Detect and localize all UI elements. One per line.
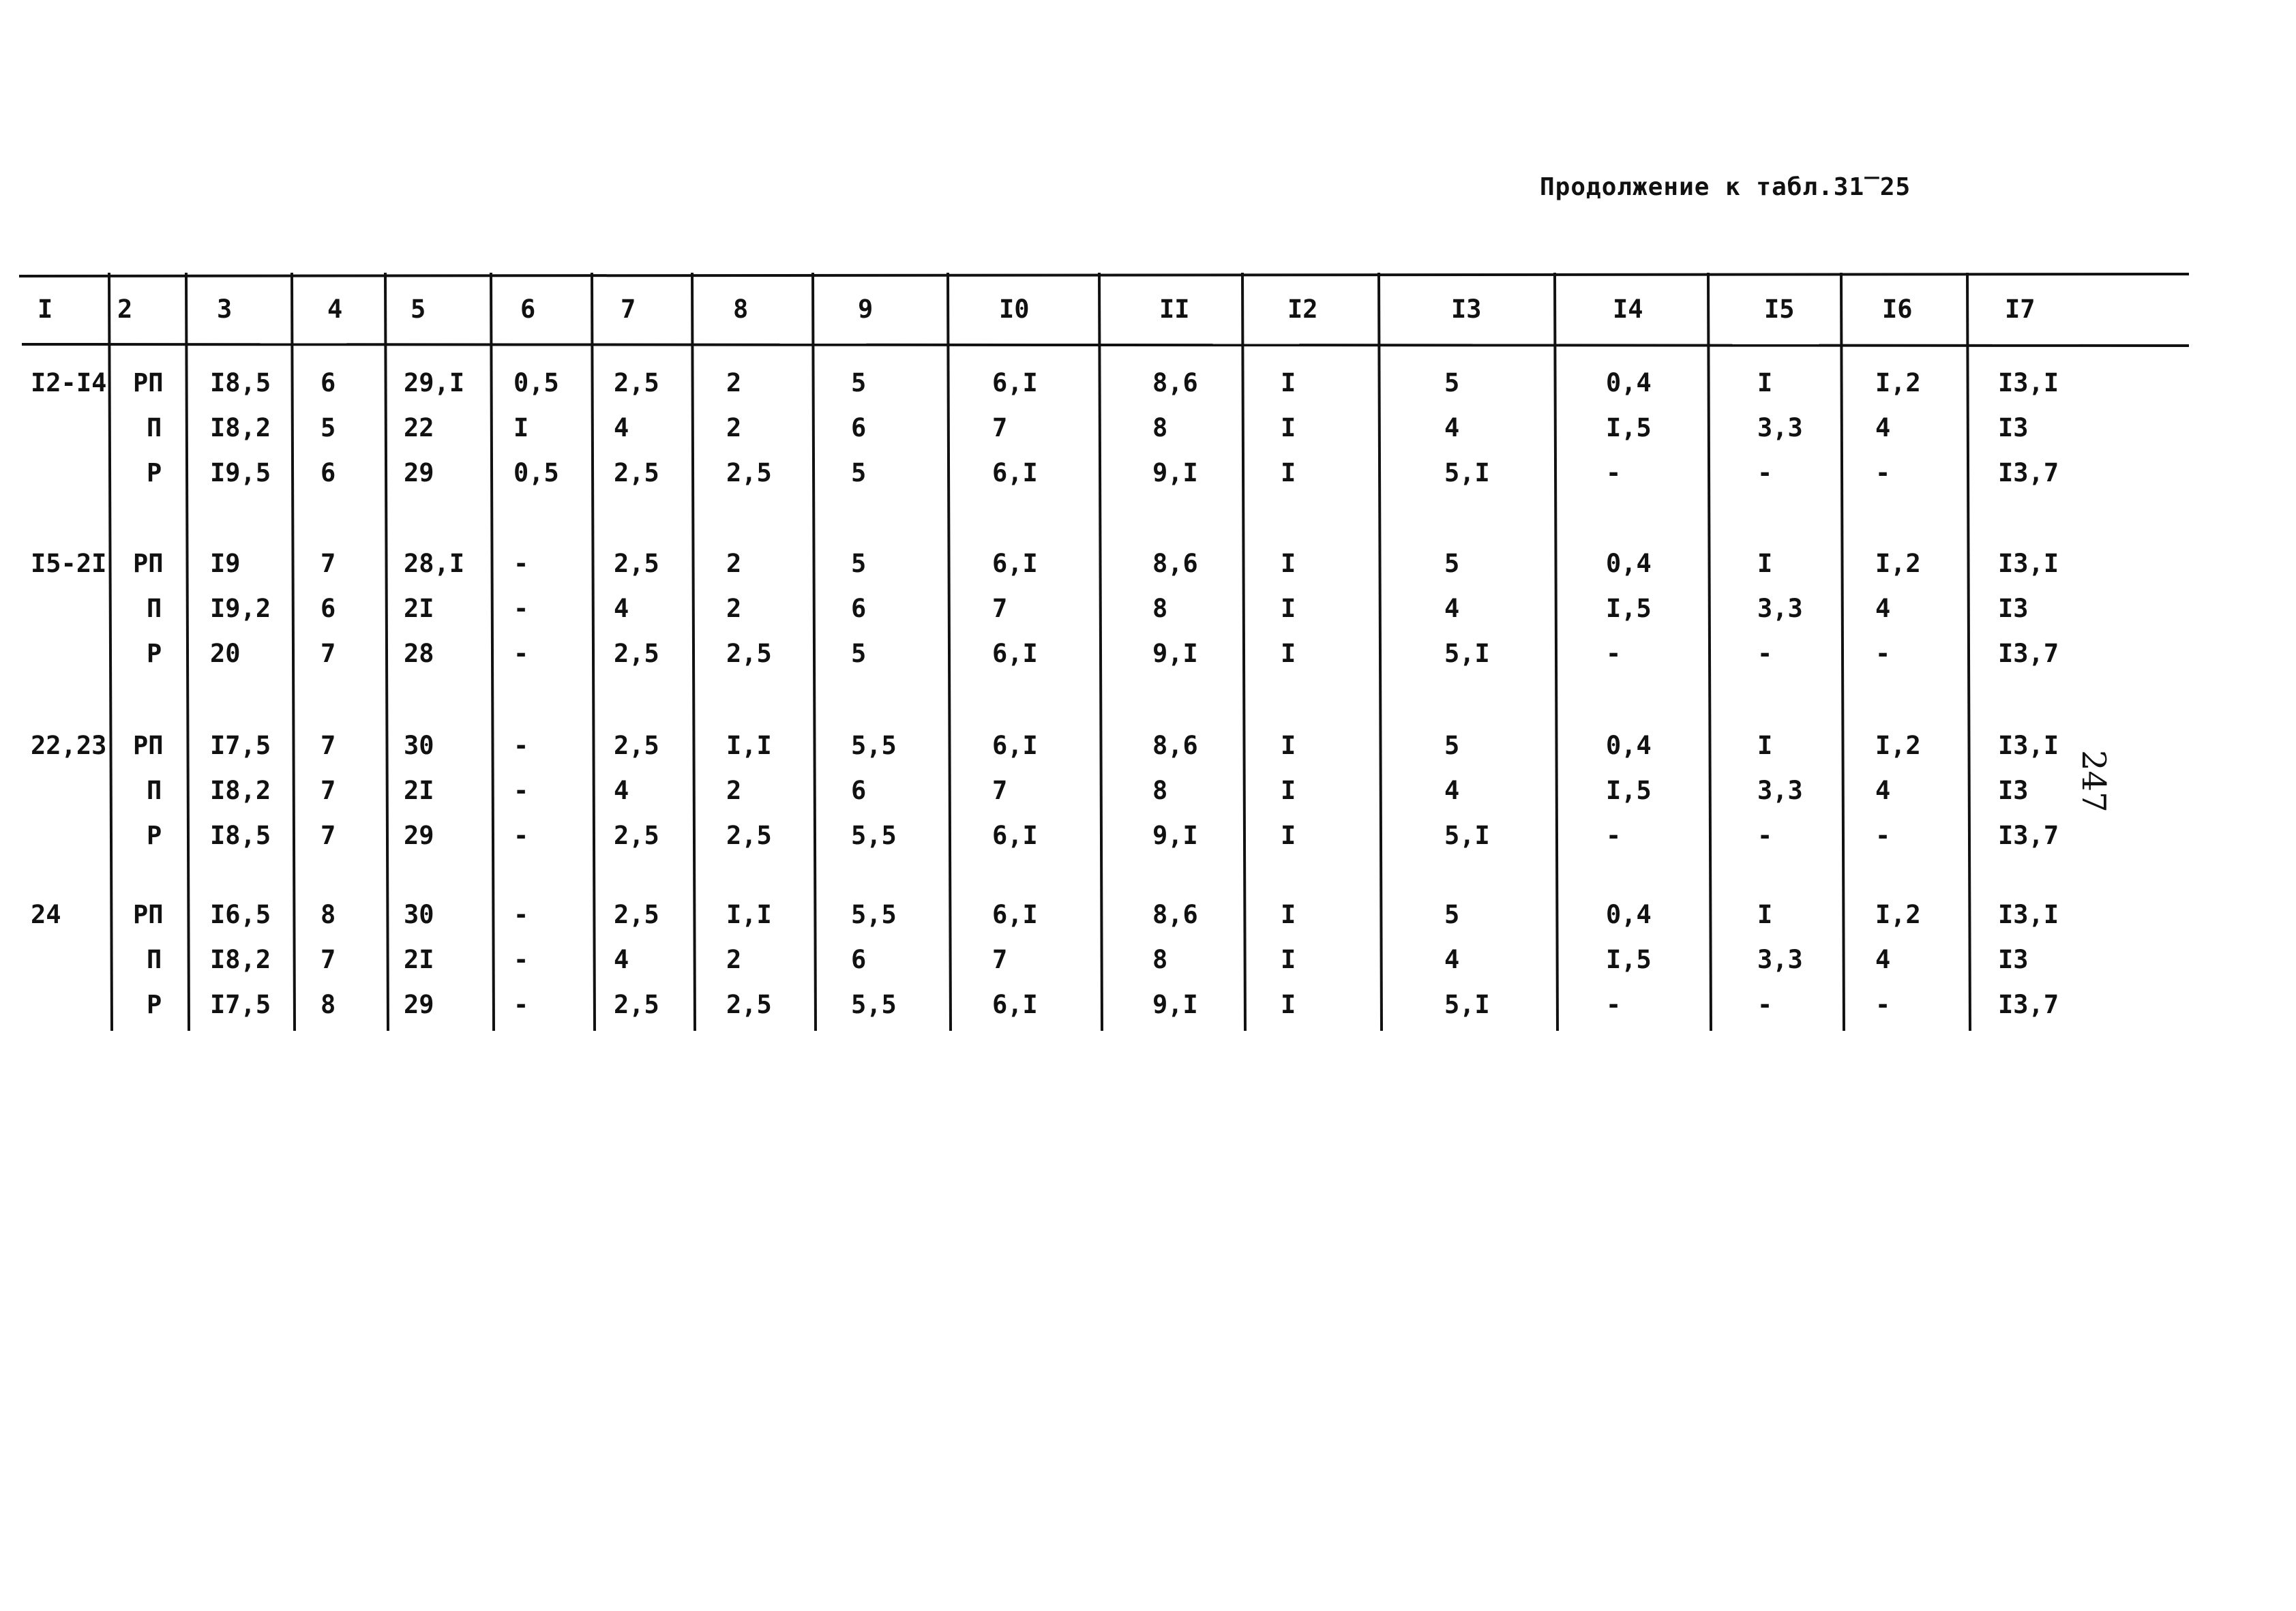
- table-cell: I3,7: [1998, 458, 2059, 487]
- table-cell: 4: [614, 945, 629, 974]
- table-cell: I: [1281, 594, 1296, 623]
- table-cell: П: [147, 413, 162, 442]
- table-cell: 0,5: [513, 458, 559, 487]
- table-cell: I3,7: [1998, 639, 2059, 668]
- table-cell: 6: [320, 458, 336, 487]
- table-cell: 4: [1444, 776, 1460, 805]
- column-header: 3: [217, 295, 233, 324]
- table-cell: 2,5: [726, 821, 772, 850]
- page-number: 247: [2074, 750, 2113, 813]
- column-divider: [1967, 273, 1970, 1031]
- table-cell: I: [1757, 731, 1773, 760]
- table-cell: I3,I: [1998, 549, 2059, 578]
- table-cell: I,5: [1606, 594, 1652, 623]
- table-cell: I,5: [1606, 413, 1652, 442]
- table-cell: 6,I: [992, 990, 1038, 1019]
- group-label: 22,23: [31, 731, 107, 760]
- table-cell: 2: [726, 776, 742, 805]
- table-cell: -: [513, 900, 529, 929]
- column-divider: [385, 273, 388, 1031]
- column-header: 6: [520, 295, 536, 324]
- table-cell: -: [513, 945, 529, 974]
- table-cell: 29: [404, 458, 434, 487]
- column-divider: [109, 273, 112, 1031]
- column-divider: [1555, 273, 1557, 1031]
- table-cell: 4: [1444, 945, 1460, 974]
- table-cell: 6: [320, 594, 336, 623]
- table-cell: 28,I: [404, 549, 465, 578]
- column-header: I3: [1451, 295, 1482, 324]
- table-cell: 5: [1444, 549, 1460, 578]
- table-cell: Р: [147, 821, 162, 850]
- table-cell: 2,5: [614, 549, 659, 578]
- table-cell: 8: [320, 900, 336, 929]
- table-cell: I,I: [726, 900, 772, 929]
- table-cell: I: [1281, 731, 1296, 760]
- table-cell: 4: [1875, 413, 1891, 442]
- column-divider: [1708, 273, 1711, 1031]
- column-header: I4: [1613, 295, 1643, 324]
- table-cell: 7: [320, 731, 336, 760]
- table-cell: 4: [614, 413, 629, 442]
- table-cell: I: [1281, 368, 1296, 397]
- table-cell: 7: [320, 639, 336, 668]
- table-cell: I3,I: [1998, 900, 2059, 929]
- column-header: 2: [117, 295, 133, 324]
- table-cell: 2,5: [726, 990, 772, 1019]
- table-cell: -: [513, 549, 529, 578]
- table-cell: 6,I: [992, 731, 1038, 760]
- group-label: I5-2I: [31, 549, 107, 578]
- table-cell: I,5: [1606, 776, 1652, 805]
- table-cell: 3,3: [1757, 413, 1803, 442]
- table-cell: 9,I: [1152, 639, 1198, 668]
- table-cell: 6,I: [992, 368, 1038, 397]
- table-cell: 2,5: [726, 639, 772, 668]
- table-cell: 2I: [404, 945, 434, 974]
- table-cell: 2I: [404, 776, 434, 805]
- table-cell: I7,5: [210, 990, 271, 1019]
- table-cell: 6: [851, 776, 867, 805]
- table-cell: 5,I: [1444, 990, 1490, 1019]
- table-cell: 5: [320, 413, 336, 442]
- table-cell: 8: [1152, 413, 1168, 442]
- table-cell: 7: [320, 549, 336, 578]
- table-cell: 5: [1444, 900, 1460, 929]
- table-cell: 2: [726, 368, 742, 397]
- table-cell: 4: [1444, 413, 1460, 442]
- table-cell: 2,5: [614, 731, 659, 760]
- table-cell: 7: [992, 945, 1008, 974]
- table-cell: I: [1757, 549, 1773, 578]
- table-cell: 8: [1152, 945, 1168, 974]
- column-divider: [813, 273, 816, 1031]
- table-cell: РП: [133, 549, 164, 578]
- column-header: I7: [2005, 295, 2036, 324]
- table-cell: 0,4: [1606, 549, 1652, 578]
- table-cell: 9,I: [1152, 990, 1198, 1019]
- table-cell: 6: [851, 413, 867, 442]
- table-cell: I,I: [726, 731, 772, 760]
- table-cell: I: [1281, 821, 1296, 850]
- table-cell: I6,5: [210, 900, 271, 929]
- table-cell: I9,2: [210, 594, 271, 623]
- table-cell: П: [147, 776, 162, 805]
- table-cell: 30: [404, 900, 434, 929]
- table-cell: I: [1281, 776, 1296, 805]
- table-cell: 0,4: [1606, 368, 1652, 397]
- table-cell: -: [513, 776, 529, 805]
- table-cell: 20: [210, 639, 241, 668]
- table-cell: 22: [404, 413, 434, 442]
- table-cell: I,5: [1606, 945, 1652, 974]
- table-cell: 5,5: [851, 900, 897, 929]
- table-cell: I8,2: [210, 945, 271, 974]
- table-cell: 5: [1444, 731, 1460, 760]
- table-cell: 4: [614, 594, 629, 623]
- table-cell: I: [1281, 458, 1296, 487]
- table-cell: 28: [404, 639, 434, 668]
- column-header: 4: [327, 295, 343, 324]
- table-cell: I3: [1998, 594, 2029, 623]
- table-cell: I: [1757, 900, 1773, 929]
- table-cell: I: [1281, 413, 1296, 442]
- table-cell: 8,6: [1152, 900, 1198, 929]
- table-cell: 5: [851, 549, 867, 578]
- table-cell: 2,5: [614, 639, 659, 668]
- table-cell: I7,5: [210, 731, 271, 760]
- table-cell: 7: [992, 776, 1008, 805]
- table-cell: -: [513, 731, 529, 760]
- table-cell: П: [147, 594, 162, 623]
- table-cell: I9,5: [210, 458, 271, 487]
- table-cell: -: [1757, 639, 1773, 668]
- table-cell: -: [1757, 990, 1773, 1019]
- table-cell: 5: [851, 368, 867, 397]
- table-cell: 5,I: [1444, 821, 1490, 850]
- table-cell: 5: [851, 458, 867, 487]
- table-cell: 6,I: [992, 900, 1038, 929]
- table-cell: I: [1757, 368, 1773, 397]
- table-cell: Р: [147, 458, 162, 487]
- table-cell: -: [1606, 458, 1622, 487]
- table-cell: I3: [1998, 776, 2029, 805]
- table-cell: 5,5: [851, 731, 897, 760]
- table-cell: -: [1606, 990, 1622, 1019]
- table-caption: Продолжение к табл.31‾25: [1540, 173, 1911, 201]
- table-cell: Р: [147, 990, 162, 1019]
- table-cell: 29: [404, 990, 434, 1019]
- table-cell: I3,I: [1998, 731, 2059, 760]
- table-cell: 2: [726, 594, 742, 623]
- table-cell: I8,5: [210, 368, 271, 397]
- column-divider: [1099, 273, 1102, 1031]
- table-cell: 29,I: [404, 368, 465, 397]
- table-cell: РП: [133, 368, 164, 397]
- table-cell: 9,I: [1152, 821, 1198, 850]
- column-header: 8: [733, 295, 749, 324]
- table-cell: -: [1875, 458, 1891, 487]
- column-header: 5: [411, 295, 426, 324]
- table-cell: 6,I: [992, 639, 1038, 668]
- column-divider: [292, 273, 295, 1031]
- table-cell: -: [1757, 821, 1773, 850]
- table-cell: 2,5: [726, 458, 772, 487]
- table-cell: I,2: [1875, 900, 1921, 929]
- column-header: I6: [1882, 295, 1913, 324]
- table-cell: I,2: [1875, 731, 1921, 760]
- table-cell: 3,3: [1757, 776, 1803, 805]
- table-cell: -: [1606, 639, 1622, 668]
- table-cell: 6: [320, 368, 336, 397]
- table-cell: 7: [320, 821, 336, 850]
- table-cell: I3: [1998, 945, 2029, 974]
- table-cell: Р: [147, 639, 162, 668]
- table-cell: 4: [614, 776, 629, 805]
- table-cell: П: [147, 945, 162, 974]
- column-divider: [1242, 273, 1245, 1031]
- table-cell: I8,2: [210, 776, 271, 805]
- table-cell: 2,5: [614, 990, 659, 1019]
- table-cell: 6,I: [992, 458, 1038, 487]
- table-cell: 8,6: [1152, 368, 1198, 397]
- column-divider: [1841, 273, 1844, 1031]
- table-cell: I3: [1998, 413, 2029, 442]
- table-cell: 6: [851, 945, 867, 974]
- table-cell: 5,I: [1444, 458, 1490, 487]
- table-cell: 0,4: [1606, 731, 1652, 760]
- table-cell: 8: [1152, 776, 1168, 805]
- table-cell: -: [513, 594, 529, 623]
- table-cell: 5: [1444, 368, 1460, 397]
- table-cell: 6,I: [992, 821, 1038, 850]
- table-cell: I: [1281, 549, 1296, 578]
- column-divider: [948, 273, 951, 1031]
- table-cell: -: [1875, 990, 1891, 1019]
- column-header: II: [1159, 295, 1190, 324]
- group-label: I2-I4: [31, 368, 107, 397]
- table-cell: 4: [1875, 776, 1891, 805]
- table-cell: 3,3: [1757, 945, 1803, 974]
- table-cell: 4: [1875, 945, 1891, 974]
- table-cell: I3,7: [1998, 990, 2059, 1019]
- table-cell: 5: [851, 639, 867, 668]
- table-cell: РП: [133, 731, 164, 760]
- table-cell: I: [1281, 990, 1296, 1019]
- table-cell: 8,6: [1152, 731, 1198, 760]
- table-cell: 6: [851, 594, 867, 623]
- table-cell: I: [1281, 900, 1296, 929]
- table-cell: -: [1757, 458, 1773, 487]
- table-cell: 2,5: [614, 458, 659, 487]
- table-cell: 7: [992, 413, 1008, 442]
- table-cell: -: [1606, 821, 1622, 850]
- table-cell: 2,5: [614, 368, 659, 397]
- table-cell: I8,5: [210, 821, 271, 850]
- table-cell: 9,I: [1152, 458, 1198, 487]
- table-cell: 5,5: [851, 821, 897, 850]
- table-cell: 2: [726, 413, 742, 442]
- column-divider: [592, 273, 595, 1031]
- column-header: I: [38, 295, 53, 324]
- column-header: I2: [1287, 295, 1318, 324]
- column-header: I0: [999, 295, 1030, 324]
- table-cell: -: [1875, 639, 1891, 668]
- table-cell: 2I: [404, 594, 434, 623]
- table-top-rule: [19, 274, 2189, 276]
- column-divider: [1379, 273, 1382, 1031]
- table-cell: 7: [320, 945, 336, 974]
- table-cell: 4: [1875, 594, 1891, 623]
- table-cell: I: [1281, 945, 1296, 974]
- group-label: 24: [31, 900, 61, 929]
- table-cell: 2,5: [614, 821, 659, 850]
- table-cell: I3,I: [1998, 368, 2059, 397]
- table-cell: 3,3: [1757, 594, 1803, 623]
- table-cell: 2: [726, 549, 742, 578]
- table-cell: 2,5: [614, 900, 659, 929]
- table-cell: I,2: [1875, 549, 1921, 578]
- table-cell: I3,7: [1998, 821, 2059, 850]
- table-cell: 0,5: [513, 368, 559, 397]
- table-cell: -: [513, 639, 529, 668]
- table-cell: I8,2: [210, 413, 271, 442]
- table-cell: 5,I: [1444, 639, 1490, 668]
- column-header: 9: [858, 295, 874, 324]
- column-header: I5: [1764, 295, 1795, 324]
- table-cell: РП: [133, 900, 164, 929]
- table-cell: -: [513, 990, 529, 1019]
- header-bottom-rule: [22, 344, 2189, 346]
- table-cell: 8,6: [1152, 549, 1198, 578]
- table-cell: 2: [726, 945, 742, 974]
- column-divider: [186, 273, 189, 1031]
- table-cell: 8: [320, 990, 336, 1019]
- table-cell: 4: [1444, 594, 1460, 623]
- column-divider: [491, 273, 494, 1031]
- table-cell: 29: [404, 821, 434, 850]
- table-cell: 0,4: [1606, 900, 1652, 929]
- table-cell: 7: [992, 594, 1008, 623]
- column-divider: [692, 273, 695, 1031]
- table-cell: -: [1875, 821, 1891, 850]
- table-cell: I9: [210, 549, 241, 578]
- table-cell: 5,5: [851, 990, 897, 1019]
- table-cell: -: [513, 821, 529, 850]
- column-header: 7: [621, 295, 636, 324]
- table-cell: I: [513, 413, 529, 442]
- table-cell: 7: [320, 776, 336, 805]
- table-cell: 30: [404, 731, 434, 760]
- table-cell: 8: [1152, 594, 1168, 623]
- table-cell: I: [1281, 639, 1296, 668]
- table-cell: 6,I: [992, 549, 1038, 578]
- table-cell: I,2: [1875, 368, 1921, 397]
